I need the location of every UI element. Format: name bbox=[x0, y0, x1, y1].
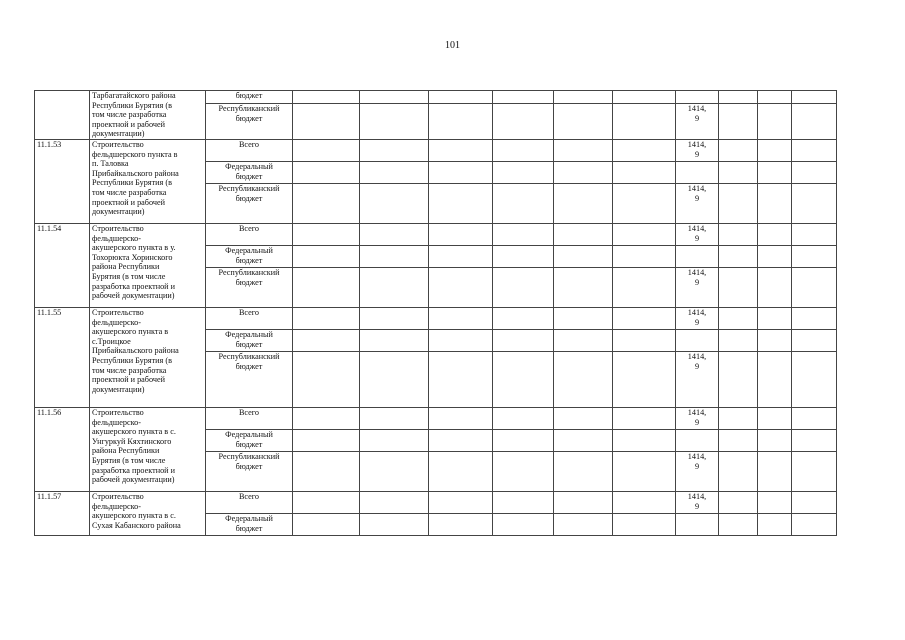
empty-cell bbox=[719, 268, 758, 308]
empty-cell bbox=[719, 514, 758, 536]
funding-source: Республиканский бюджет bbox=[206, 184, 293, 224]
empty-cell bbox=[493, 162, 554, 184]
empty-cell bbox=[758, 268, 792, 308]
empty-cell bbox=[719, 162, 758, 184]
empty-cell bbox=[293, 308, 360, 330]
row-code: 11.1.53 bbox=[35, 140, 90, 224]
table-body bbox=[35, 91, 837, 536]
empty-cell bbox=[493, 492, 554, 514]
amount-cell bbox=[676, 162, 719, 184]
empty-cell bbox=[554, 162, 613, 184]
empty-cell bbox=[792, 104, 837, 140]
empty-cell bbox=[360, 514, 429, 536]
empty-cell bbox=[554, 308, 613, 330]
empty-cell bbox=[719, 452, 758, 492]
empty-cell bbox=[429, 308, 493, 330]
empty-cell bbox=[429, 452, 493, 492]
empty-cell bbox=[429, 91, 493, 104]
empty-cell bbox=[429, 492, 493, 514]
empty-cell bbox=[613, 224, 676, 246]
empty-cell bbox=[429, 224, 493, 246]
funding-source: Всего bbox=[206, 140, 293, 162]
empty-cell bbox=[493, 268, 554, 308]
empty-cell bbox=[493, 104, 554, 140]
empty-cell bbox=[554, 224, 613, 246]
empty-cell bbox=[293, 492, 360, 514]
empty-cell bbox=[758, 140, 792, 162]
empty-cell bbox=[360, 224, 429, 246]
funding-source: Всего bbox=[206, 492, 293, 514]
empty-cell bbox=[360, 408, 429, 430]
amount-cell bbox=[676, 514, 719, 536]
empty-cell bbox=[613, 514, 676, 536]
empty-cell bbox=[554, 452, 613, 492]
empty-cell bbox=[719, 408, 758, 430]
empty-cell bbox=[429, 352, 493, 408]
empty-cell bbox=[613, 246, 676, 268]
empty-cell bbox=[758, 104, 792, 140]
empty-cell bbox=[554, 492, 613, 514]
empty-cell bbox=[613, 408, 676, 430]
empty-cell bbox=[792, 308, 837, 330]
empty-cell bbox=[360, 104, 429, 140]
empty-cell bbox=[719, 184, 758, 224]
amount-cell: 1414, 9 bbox=[676, 224, 719, 246]
table-row bbox=[35, 492, 837, 514]
row-code: 11.1.56 bbox=[35, 408, 90, 492]
amount-cell: 1414, 9 bbox=[676, 492, 719, 514]
empty-cell bbox=[429, 268, 493, 308]
table-row bbox=[35, 308, 837, 330]
empty-cell bbox=[719, 104, 758, 140]
row-code: 11.1.55 bbox=[35, 308, 90, 408]
empty-cell bbox=[613, 330, 676, 352]
amount-cell bbox=[676, 430, 719, 452]
empty-cell bbox=[758, 308, 792, 330]
amount-cell bbox=[676, 330, 719, 352]
empty-cell bbox=[792, 352, 837, 408]
empty-cell bbox=[360, 91, 429, 104]
empty-cell bbox=[792, 162, 837, 184]
table-row bbox=[35, 224, 837, 246]
empty-cell bbox=[493, 514, 554, 536]
empty-cell bbox=[758, 91, 792, 104]
empty-cell bbox=[493, 224, 554, 246]
empty-cell bbox=[792, 452, 837, 492]
empty-cell bbox=[493, 452, 554, 492]
funding-source: Республиканский бюджет bbox=[206, 452, 293, 492]
empty-cell bbox=[719, 492, 758, 514]
empty-cell bbox=[613, 452, 676, 492]
empty-cell bbox=[554, 514, 613, 536]
empty-cell bbox=[758, 184, 792, 224]
empty-cell bbox=[493, 430, 554, 452]
amount-cell: 1414, 9 bbox=[676, 452, 719, 492]
empty-cell bbox=[429, 408, 493, 430]
empty-cell bbox=[613, 184, 676, 224]
empty-cell bbox=[719, 224, 758, 246]
empty-cell bbox=[554, 140, 613, 162]
empty-cell bbox=[554, 184, 613, 224]
amount-cell: 1414, 9 bbox=[676, 104, 719, 140]
empty-cell bbox=[613, 91, 676, 104]
budget-table bbox=[34, 90, 837, 536]
empty-cell bbox=[360, 184, 429, 224]
empty-cell bbox=[293, 224, 360, 246]
amount-cell: 1414, 9 bbox=[676, 268, 719, 308]
empty-cell bbox=[360, 492, 429, 514]
empty-cell bbox=[493, 246, 554, 268]
row-name: Строительство фельдшерско- акушерского пункта в с.Троицкое Прибайкальского района Республики Бурятия (в том числе разработка проектной и рабочей документации) bbox=[90, 308, 206, 408]
empty-cell bbox=[554, 104, 613, 140]
empty-cell bbox=[360, 268, 429, 308]
empty-cell bbox=[360, 162, 429, 184]
funding-source: Республиканский бюджет bbox=[206, 268, 293, 308]
empty-cell bbox=[613, 492, 676, 514]
empty-cell bbox=[792, 268, 837, 308]
empty-cell bbox=[758, 224, 792, 246]
empty-cell bbox=[293, 514, 360, 536]
row-name: Строительство фельдшерско- акушерского пункта в с. Унгуркуй Кяхтинского района Республики Бурятия (в том числе разработка проектной и рабочей документации) bbox=[90, 408, 206, 492]
empty-cell bbox=[554, 352, 613, 408]
empty-cell bbox=[429, 140, 493, 162]
empty-cell bbox=[429, 246, 493, 268]
empty-cell bbox=[293, 430, 360, 452]
empty-cell bbox=[554, 430, 613, 452]
empty-cell bbox=[792, 492, 837, 514]
empty-cell bbox=[792, 140, 837, 162]
empty-cell bbox=[293, 268, 360, 308]
empty-cell bbox=[719, 330, 758, 352]
empty-cell bbox=[758, 514, 792, 536]
empty-cell bbox=[719, 246, 758, 268]
empty-cell bbox=[719, 352, 758, 408]
funding-source: бюджет bbox=[206, 91, 293, 104]
row-name: Строительство фельдшерского пункта в п. Таловка Прибайкальского района Республики Бурятия (в том числе разработка проектной и рабочей документации) bbox=[90, 140, 206, 224]
amount-cell: 1414, 9 bbox=[676, 408, 719, 430]
funding-source: Республиканский бюджет bbox=[206, 352, 293, 408]
amount-cell bbox=[676, 246, 719, 268]
empty-cell bbox=[613, 308, 676, 330]
empty-cell bbox=[293, 184, 360, 224]
empty-cell bbox=[293, 91, 360, 104]
empty-cell bbox=[554, 330, 613, 352]
table-row bbox=[35, 408, 837, 430]
funding-source: Федеральный бюджет bbox=[206, 430, 293, 452]
empty-cell bbox=[554, 91, 613, 104]
empty-cell bbox=[429, 430, 493, 452]
empty-cell bbox=[429, 184, 493, 224]
empty-cell bbox=[792, 330, 837, 352]
row-code: 11.1.54 bbox=[35, 224, 90, 308]
empty-cell bbox=[293, 330, 360, 352]
row-name: Строительство фельдшерско- акушерского пункта в у. Тохорюкта Хоринского района Республики Бурятия (в том числе разработка проектной и рабочей документации) bbox=[90, 224, 206, 308]
row-name: Строительство фельдшерско- акушерского пункта в с. Сухая Кабанского района bbox=[90, 492, 206, 536]
amount-cell: 1414, 9 bbox=[676, 308, 719, 330]
amount-cell: 1414, 9 bbox=[676, 140, 719, 162]
empty-cell bbox=[493, 184, 554, 224]
empty-cell bbox=[758, 492, 792, 514]
empty-cell bbox=[554, 408, 613, 430]
empty-cell bbox=[360, 246, 429, 268]
empty-cell bbox=[293, 162, 360, 184]
empty-cell bbox=[758, 352, 792, 408]
page-number: 101 bbox=[445, 40, 460, 51]
empty-cell bbox=[360, 452, 429, 492]
empty-cell bbox=[493, 330, 554, 352]
funding-source: Федеральный бюджет bbox=[206, 514, 293, 536]
empty-cell bbox=[360, 430, 429, 452]
empty-cell bbox=[613, 352, 676, 408]
empty-cell bbox=[493, 308, 554, 330]
empty-cell bbox=[293, 408, 360, 430]
empty-cell bbox=[493, 140, 554, 162]
empty-cell bbox=[613, 430, 676, 452]
empty-cell bbox=[429, 162, 493, 184]
empty-cell bbox=[360, 352, 429, 408]
empty-cell bbox=[792, 246, 837, 268]
empty-cell bbox=[719, 430, 758, 452]
empty-cell bbox=[719, 91, 758, 104]
empty-cell bbox=[792, 224, 837, 246]
empty-cell bbox=[360, 308, 429, 330]
row-name: Тарбагатайского района Республики Бурятия (в том числе разработка проектной и рабочей документации) bbox=[90, 91, 206, 140]
empty-cell bbox=[554, 246, 613, 268]
empty-cell bbox=[792, 514, 837, 536]
empty-cell bbox=[613, 104, 676, 140]
row-code bbox=[35, 91, 90, 140]
empty-cell bbox=[758, 408, 792, 430]
empty-cell bbox=[293, 140, 360, 162]
empty-cell bbox=[613, 140, 676, 162]
empty-cell bbox=[293, 104, 360, 140]
empty-cell bbox=[792, 430, 837, 452]
empty-cell bbox=[758, 452, 792, 492]
row-code: 11.1.57 bbox=[35, 492, 90, 536]
empty-cell bbox=[293, 246, 360, 268]
funding-source: Всего bbox=[206, 308, 293, 330]
empty-cell bbox=[758, 330, 792, 352]
funding-source: Федеральный бюджет bbox=[206, 330, 293, 352]
amount-cell: 1414, 9 bbox=[676, 184, 719, 224]
empty-cell bbox=[758, 246, 792, 268]
amount-cell: 1414, 9 bbox=[676, 352, 719, 408]
funding-source: Всего bbox=[206, 224, 293, 246]
empty-cell bbox=[360, 140, 429, 162]
empty-cell bbox=[758, 430, 792, 452]
empty-cell bbox=[293, 452, 360, 492]
table-row bbox=[35, 91, 837, 104]
empty-cell bbox=[429, 104, 493, 140]
empty-cell bbox=[613, 162, 676, 184]
funding-source: Федеральный бюджет bbox=[206, 246, 293, 268]
empty-cell bbox=[360, 330, 429, 352]
empty-cell bbox=[493, 91, 554, 104]
empty-cell bbox=[493, 408, 554, 430]
empty-cell bbox=[758, 162, 792, 184]
empty-cell bbox=[792, 184, 837, 224]
empty-cell bbox=[792, 91, 837, 104]
funding-source: Республиканский бюджет bbox=[206, 104, 293, 140]
empty-cell bbox=[719, 308, 758, 330]
empty-cell bbox=[429, 330, 493, 352]
empty-cell bbox=[719, 140, 758, 162]
empty-cell bbox=[554, 268, 613, 308]
funding-source: Всего bbox=[206, 408, 293, 430]
empty-cell bbox=[293, 352, 360, 408]
empty-cell bbox=[613, 268, 676, 308]
table-row bbox=[35, 140, 837, 162]
empty-cell bbox=[792, 408, 837, 430]
amount-cell bbox=[676, 91, 719, 104]
empty-cell bbox=[429, 514, 493, 536]
empty-cell bbox=[493, 352, 554, 408]
funding-source: Федеральный бюджет bbox=[206, 162, 293, 184]
